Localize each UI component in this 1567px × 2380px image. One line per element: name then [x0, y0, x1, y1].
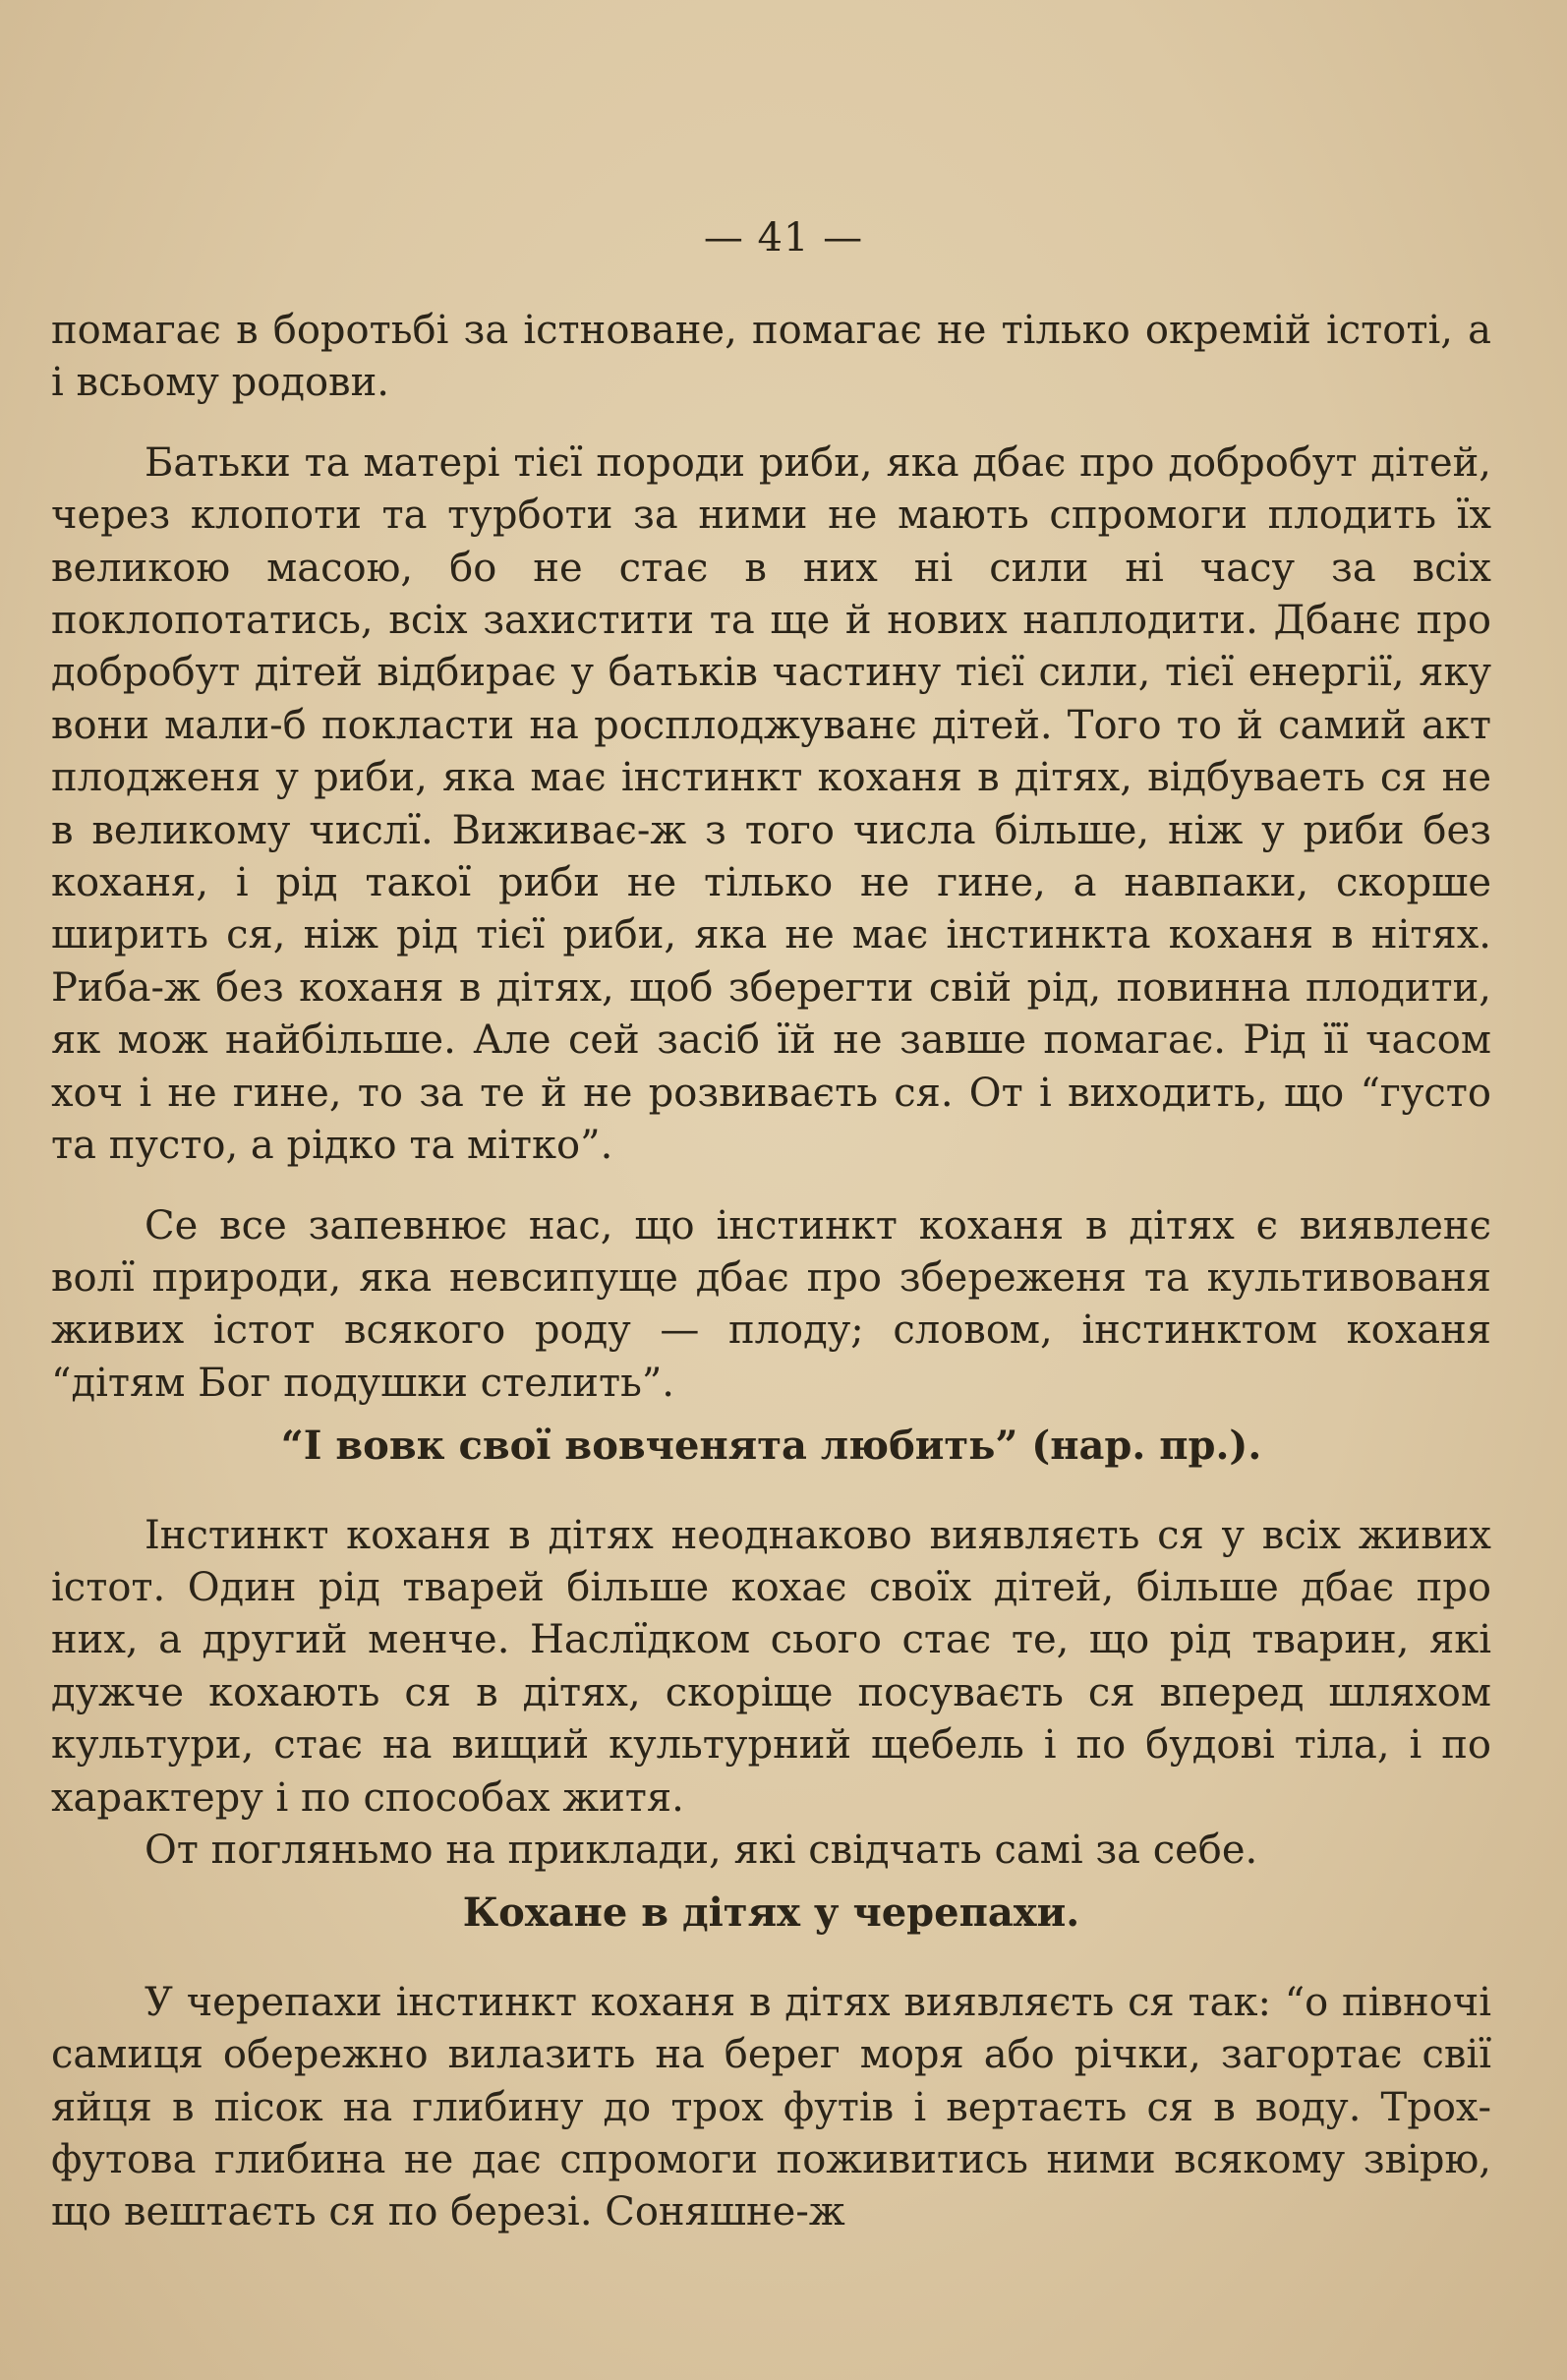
section-heading-wrap-2 — [51, 1877, 1491, 1976]
page-number: — 41 — — [703, 215, 864, 261]
section-heading-2: Кохане в дітях у черепахи. — [462, 1889, 1080, 1937]
paragraph-3: Се все запевнює нас, що інстинкт коханя в дітях є виявленє волї природи, яка невсипуще дбає про збереженя та культивованя живих істот всякого роду — плоду; словом, інстинктом коханя “дітям Бог подушки стелить”. — [51, 1202, 1491, 1406]
paragraph-gap — [51, 1173, 1491, 1200]
section-heading-1: “І вовк свої вовченята любить” (нар. пр.). — [280, 1422, 1262, 1470]
paragraph-5: От погляньмо на приклади, які свідчать самі за себе. — [145, 1827, 1258, 1873]
section-heading-wrap-1 — [51, 1410, 1491, 1509]
paragraph-4: Інстинкт коханя в дітях неоднаково виявляєть ся у всіх живих істот. Один рід тварей більше кохає своїх дітей, більше дбає про них, а другий менче. Наслїдком сього стає те, що рід тварин, які дужче кохають ся в дітях, скоріще посуваєть ся вперед шляхом культури, стає на вищий культурний щебель і по будові тіла, і по характеру і по способах житя. — [51, 1512, 1491, 1821]
paragraph-1: помагає в боротьбі за істноване, помагає не тілько окремій істоті, а і всьому родови. — [51, 308, 1491, 406]
page-body — [51, 305, 1491, 2239]
paragraph-gap — [51, 410, 1491, 437]
paragraph-2: Батьки та матері тієї породи риби, яка дбає про добробут дітей, через клопоти та турботи за ними не мають спромоги плодить їх великою масою, бо не стає в них ні сили ні часу за всіх поклопотатись, всіх захистити та ще й нових наплодити. Дбанє про добробут дітей відбирає у батьків частину тієї сили, тієї енергії, яку вони мали-б покласти на росплоджуванє дітей. Того то й самий акт плодженя у риби, яка має інстинкт коханя в дітях, відбуваеть ся не в великому числї. Виживає-ж з того числа більше, ніж у риби без коханя, і рід такої риби не тілько не гине, а навпаки, скорше ширить ся, ніж рід тієї риби, яка не має інстинкта коханя в нітях. Риба-ж без коханя в дітях, щоб зберегти свій рід, повинна плодити, як мож найбільше. Але сей засіб їй не завше помагає. Рід її часом хоч і не гине, то за те й не розвиваєть ся. От і виходить, що “густо та пусто, а рідко та мітко”. — [51, 439, 1491, 1169]
paragraph-6: У черепахи інстинкт коханя в дітях виявляєть ся так: “о півночі самиця обережно вилазить на берег моря або річки, загортає свії яйця в пісок на глибину до трох футів і вертаєть ся в воду. Трох-футова глибина не дає спромоги поживитись ними всякому звірю, що вештаєть ся по березі. Соняшне-ж — [51, 1979, 1491, 2235]
